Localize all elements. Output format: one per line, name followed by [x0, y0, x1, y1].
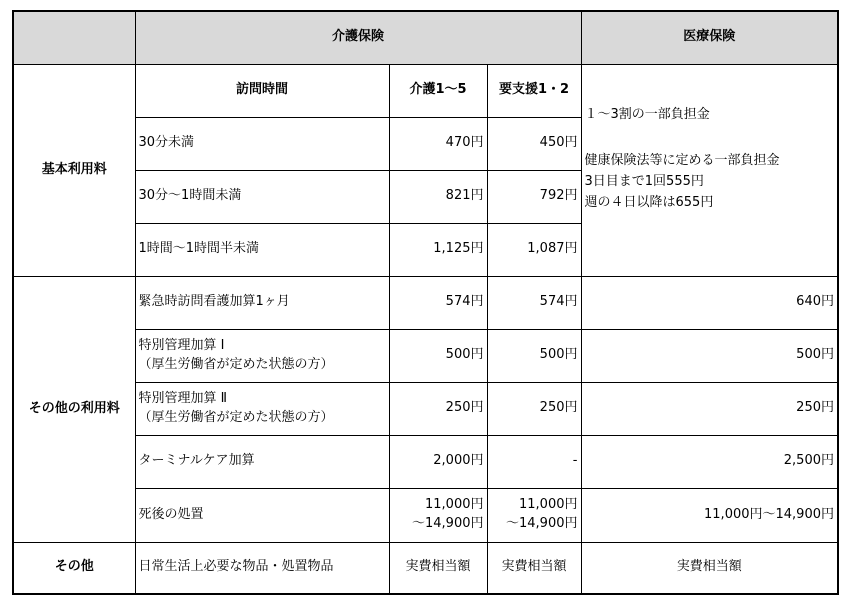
care-fee-cell: 2,000円: [389, 435, 487, 488]
row-label: 1時間～1時間半未満: [135, 223, 389, 276]
table-row: [13, 542, 838, 594]
header-row: [13, 11, 838, 64]
header-medical-insurance: 医療保険: [581, 11, 838, 64]
category-basic-fee: 基本利用料: [13, 64, 135, 276]
row-label: 30分未満: [135, 117, 389, 170]
care-fee-cell: [389, 488, 487, 542]
subheader-visit-time: 訪問時間: [135, 64, 389, 117]
row-label: 30分～1時間未満: [135, 170, 389, 223]
support-fee-cell: 450円: [487, 117, 581, 170]
subheader-row: [13, 64, 838, 117]
row-label-line1: 特別管理加算 Ⅰ: [138, 337, 225, 353]
support-fee-cell: 実費相当額: [487, 542, 581, 594]
row-label-line2: （厚生労働省が定めた状態の方）: [138, 356, 334, 372]
medical-fee-cell: 500円: [581, 329, 838, 382]
care-fee-cell: 250円: [389, 382, 487, 435]
row-label: [135, 329, 389, 382]
support-fee-cell: [487, 488, 581, 542]
support-fee-cell: 792円: [487, 170, 581, 223]
care-fee-cell: 1,125円: [389, 223, 487, 276]
fee-line2: ～14,900円: [506, 516, 578, 531]
fee-line1: 11,000円: [425, 497, 484, 513]
care-fee-cell: 470円: [389, 117, 487, 170]
care-fee-cell: 500円: [389, 329, 487, 382]
medical-note-spacer: [585, 125, 835, 151]
fee-table: [12, 10, 839, 595]
row-label: ターミナルケア加算: [135, 435, 389, 488]
medical-copay-note: [581, 64, 838, 276]
row-label: 緊急時訪問看護加算1ヶ月: [135, 276, 389, 329]
medical-fee-cell: 640円: [581, 276, 838, 329]
row-label: 日常生活上必要な物品・処置物品: [135, 542, 389, 594]
fee-line1: 11,000円: [519, 497, 578, 513]
row-label-line1: 特別管理加算 Ⅱ: [138, 390, 228, 406]
medical-note-line3: 3日目まで1回555円: [584, 174, 704, 190]
support-fee-cell: -: [487, 435, 581, 488]
care-fee-cell: 実費相当額: [389, 542, 487, 594]
medical-fee-cell: 11,000円～14,900円: [581, 488, 838, 542]
medical-fee-cell: 2,500円: [581, 435, 838, 488]
support-fee-cell: 1,087円: [487, 223, 581, 276]
medical-fee-cell: 250円: [581, 382, 838, 435]
table-row: [13, 382, 838, 435]
category-other-fees: その他の利用料: [13, 276, 135, 542]
medical-note-line2: 健康保険法等に定める一部負担金: [584, 153, 780, 169]
header-corner-cell: [13, 11, 135, 64]
row-label: [135, 382, 389, 435]
row-label: 死後の処置: [135, 488, 389, 542]
fee-line2: ～14,900円: [412, 516, 484, 531]
table-row: [13, 329, 838, 382]
table-row: [13, 488, 838, 542]
support-fee-cell: 500円: [487, 329, 581, 382]
subheader-support-level-1-2: 要支援1・2: [487, 64, 581, 117]
row-label-line2: （厚生労働省が定めた状態の方）: [138, 409, 334, 425]
table-row: [13, 276, 838, 329]
care-fee-cell: 574円: [389, 276, 487, 329]
header-kaigo-insurance: 介護保険: [135, 11, 581, 64]
table-row: [13, 435, 838, 488]
medical-note-line4: 週の４日以降は655円: [584, 194, 714, 210]
medical-note-line1: １～3割の一部負担金: [584, 106, 710, 122]
subheader-care-level-1-5: 介護1～5: [389, 64, 487, 117]
care-fee-cell: 821円: [389, 170, 487, 223]
medical-fee-cell: 実費相当額: [581, 542, 838, 594]
category-misc: その他: [13, 542, 135, 594]
support-fee-cell: 250円: [487, 382, 581, 435]
support-fee-cell: 574円: [487, 276, 581, 329]
